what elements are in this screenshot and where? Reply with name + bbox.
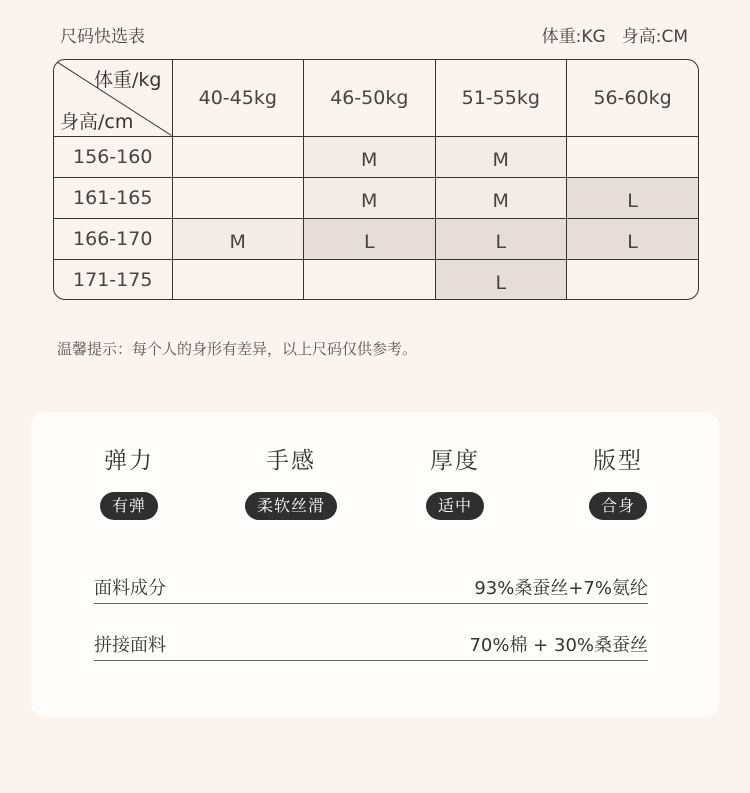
table-corner-cell (54, 60, 172, 136)
feature-value-badge: 柔软丝滑 (245, 492, 337, 520)
fabric-value: 93%桑蚕丝+7%氨纶 (474, 578, 648, 599)
weight-column-header: 46-50kg (304, 60, 436, 136)
splice-fabric-row (94, 629, 648, 661)
height-row-header: 171-175 (54, 259, 172, 300)
feature-value-badge: 有弹 (100, 492, 158, 520)
product-attributes-card (31, 412, 719, 717)
feature-name: 版型 (593, 448, 643, 474)
corner-height-label: 身高/cm (60, 110, 134, 133)
feature-handfeel (231, 442, 351, 520)
height-unit: 身高:CM (621, 27, 688, 47)
height-row-header: 166-170 (54, 218, 172, 259)
feature-fit (558, 442, 678, 520)
table-row (54, 218, 698, 259)
size-cell: M (435, 136, 567, 177)
size-cell (567, 259, 699, 300)
unit-legend (542, 22, 688, 47)
fabric-composition-row (94, 572, 648, 604)
size-cell: L (435, 259, 567, 300)
size-tip: 温馨提示：每个人的身形有差异，以上尺码仅供参考。 (57, 340, 418, 358)
corner-weight-label: 体重/kg (94, 69, 162, 91)
weight-column-header: 51-55kg (435, 60, 567, 136)
feature-name: 弹力 (104, 448, 154, 474)
feature-value-badge: 合身 (589, 492, 647, 520)
size-cell: M (435, 177, 567, 218)
fabric-label: 拼接面料 (94, 635, 166, 656)
table-row (54, 177, 698, 218)
fabric-label: 面料成分 (94, 578, 166, 599)
fabric-value: 70%棉 + 30%桑蚕丝 (469, 635, 648, 656)
size-cell: M (172, 218, 304, 259)
size-cell: M (304, 136, 436, 177)
size-cell (172, 259, 304, 300)
size-cell: L (304, 218, 436, 259)
table-header-row (54, 60, 698, 136)
size-cell (172, 136, 304, 177)
size-cell: L (435, 218, 567, 259)
height-row-header: 156-160 (54, 136, 172, 177)
feature-elasticity (69, 442, 189, 520)
feature-value-badge: 适中 (426, 492, 484, 520)
size-cell (172, 177, 304, 218)
size-cell (567, 136, 699, 177)
size-cell: M (304, 177, 436, 218)
table-row (54, 136, 698, 177)
table-row (54, 259, 698, 300)
size-table (53, 59, 699, 300)
size-cell: L (567, 177, 699, 218)
feature-thickness (395, 442, 515, 520)
weight-column-header: 56-60kg (567, 60, 699, 136)
feature-name: 手感 (266, 448, 316, 474)
size-cell (304, 259, 436, 300)
feature-name: 厚度 (430, 448, 480, 474)
height-row-header: 161-165 (54, 177, 172, 218)
weight-column-header: 40-45kg (172, 60, 304, 136)
size-cell: L (567, 218, 699, 259)
size-chart-title: 尺码快选表 (60, 27, 145, 47)
weight-unit: 体重:KG (541, 27, 606, 47)
